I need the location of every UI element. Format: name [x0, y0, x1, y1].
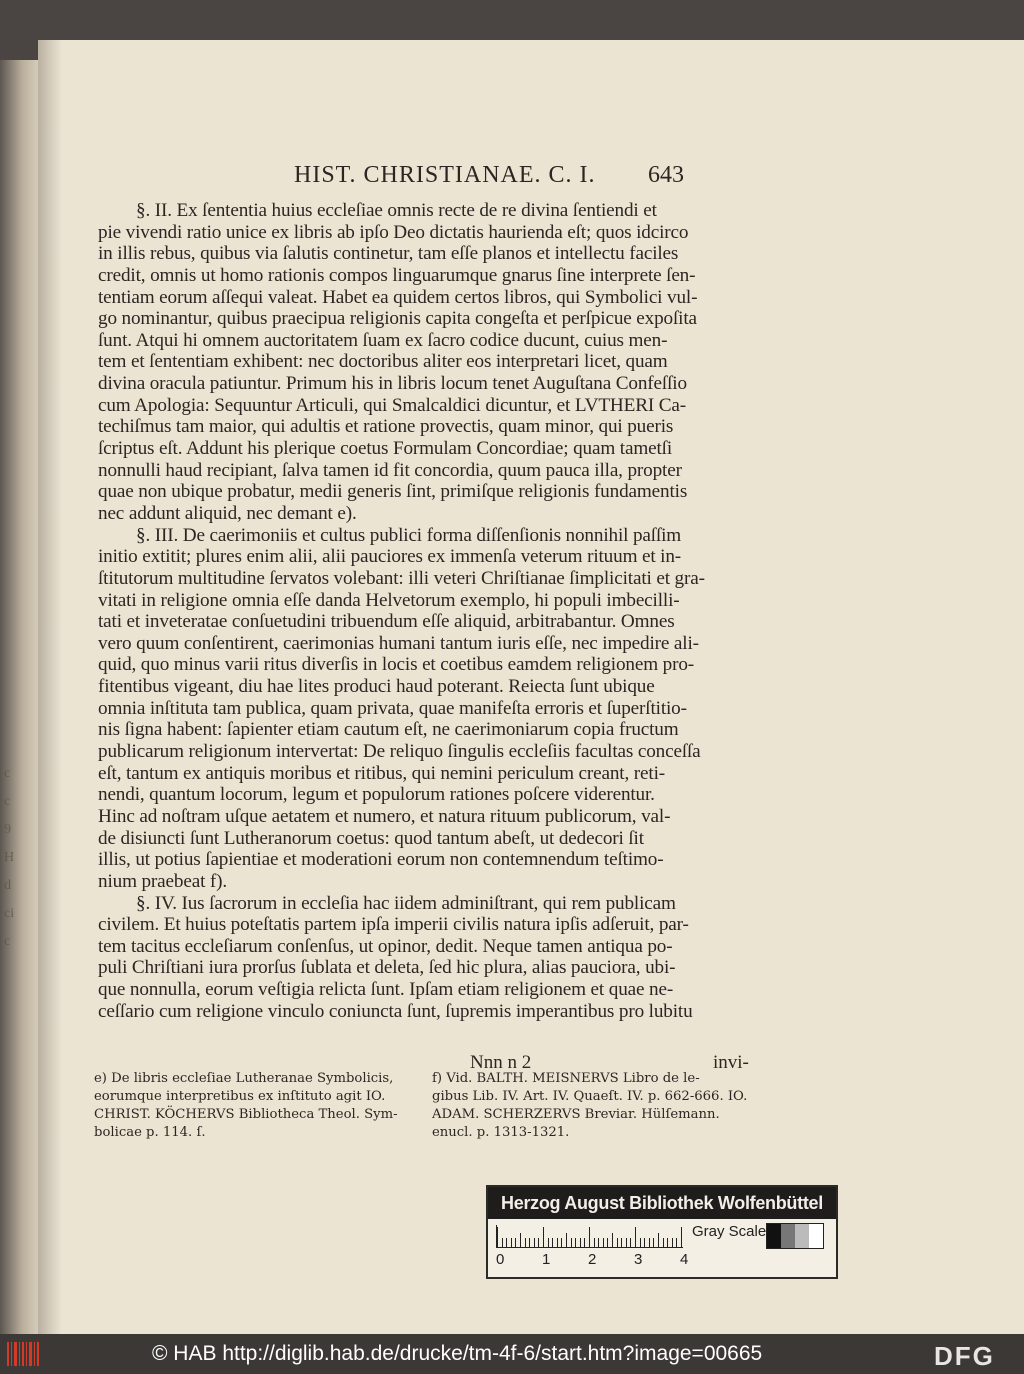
text-line: illis, ut potius ſapientiae et moderationi eorum non contemnendum teſtimo-: [98, 849, 664, 871]
text-line: in illis rebus, quibus via ſalutis continetur, tam eſſe planos et intellectu faciles: [98, 243, 679, 265]
ruler-numbers: [492, 1251, 702, 1271]
gray-scale-swatch: [766, 1223, 824, 1249]
text-line: que nonnulla, eorum veſtigia relicta ſunt. Ipſam etiam religionem et quae ne-: [98, 979, 674, 1001]
ruler-tick: [653, 1238, 654, 1247]
text-line: vitati in religione omnia eſſe danda Helvetorum exemplo, hi populi imbecilli-: [98, 589, 680, 611]
footnote-line: CHRIST. KÖCHERVS Bibliotheca Theol. Sym-: [94, 1107, 398, 1122]
ruler-tick: [603, 1238, 604, 1247]
ruler-tick: [663, 1238, 664, 1247]
left-margin-marks: [4, 760, 36, 1000]
barcode-icon: [6, 1340, 42, 1368]
ruler-number: 2: [588, 1251, 597, 1268]
margin-mark: d: [4, 878, 11, 893]
book-page-edge: [0, 60, 40, 1334]
text-line: tentiam eorum aſſequi valeat. Habet ea quidem certos libros, qui Symbolici vul-: [98, 286, 698, 308]
ruler-tick: [580, 1238, 581, 1247]
page-number: 643: [648, 162, 684, 188]
footnote-line: bolicae p. 114. ſ.: [94, 1125, 206, 1140]
ruler-tick: [529, 1238, 530, 1247]
ruler-tick: [502, 1238, 503, 1247]
margin-mark: c: [4, 766, 11, 781]
ruler-number: 3: [634, 1251, 643, 1268]
ruler-tick: [557, 1238, 558, 1247]
footnote-line: gibus Lib. IV. Art. IV. Quaeſt. IV. p. 662-666. IO.: [432, 1089, 748, 1104]
text-line: omnia inſtituta tam publica, quam privata, quae manifeſta erroris et ſuperſtitio-: [98, 697, 687, 719]
text-line: ſcriptus eſt. Addunt his plerique coetus Formulam Concordiae; quam tametſi: [98, 438, 673, 460]
ruler-tick: [543, 1227, 544, 1247]
ruler-tick: [658, 1233, 659, 1247]
catchword: invi-: [713, 1052, 749, 1073]
ruler-tick: [681, 1227, 682, 1247]
ruler-tick: [630, 1238, 631, 1247]
ruler-tick: [552, 1238, 553, 1247]
ruler-tick: [667, 1238, 668, 1247]
footnote-line: enucl. p. 1313-1321.: [432, 1125, 570, 1140]
gray-scale-label: Gray Scale: [692, 1223, 767, 1240]
text-line: initio extitit; plures enim alii, alii pauciores ex immenſa veterum rituum et in-: [98, 546, 682, 568]
ruler-tick: [534, 1238, 535, 1247]
ruler-tick: [598, 1238, 599, 1247]
footnote-line: f) Vid. BALTH. MEISNERVS Libro de le-: [432, 1071, 700, 1086]
scale-ruler: [496, 1225, 683, 1248]
text-line: de disiuncti ſunt Lutheranorum coetus: quod tantum abeſt, ut dedecori ſit: [98, 827, 644, 849]
running-title: HIST. CHRISTIANAE. C. I.: [294, 162, 596, 188]
text-line: Hinc ad noſtram uſque aetatem et numero, et natura rituum publicorum, val-: [98, 805, 671, 827]
text-line: credit, omnis ut homo rationis compos linguarumque gnarus ſine interprete ſen-: [98, 264, 696, 286]
ruler-tick: [644, 1238, 645, 1247]
text-line: nonnulli haud recipiant, ſalva tamen id fit concordia, quum pauca illa, propter: [98, 459, 682, 481]
text-line: pie vivendi ratio unice ex libris ab ipſo Deo dictatis haurienda eſt; quos idcirco: [98, 221, 689, 243]
text-line: §. IV. Ius ſacrorum in eccleſia hac iidem adminiſtrant, qui rem publicam: [136, 892, 676, 914]
footer-bar: [0, 1334, 1024, 1374]
text-line: go nominantur, quibus praecipua religionis capita congeſta et perſpicue expoſita: [98, 308, 697, 330]
footnote-line: e) De libris eccleſiae Lutheranae Symbolicis,: [94, 1071, 394, 1086]
text-line: techiſmus tam maior, qui adultis et ratione provectis, quam minor, qui pueris: [98, 416, 674, 438]
text-line: vero quum conſentirent, caerimonias humani tantum iuris eſſe, nec impedire ali-: [98, 632, 699, 654]
ruler-tick: [672, 1238, 673, 1247]
ruler-tick: [635, 1227, 636, 1247]
text-line: puli Chriſtiani iura prorſus ſublata et deleta, ſed hic plura, alias pauciora, ubi-: [98, 957, 676, 979]
text-line: §. II. Ex ſententia huius eccleſiae omnis recte de re divina ſentiendi et: [136, 200, 657, 221]
text-line: ſunt. Atqui hi omnem auctoritatem ſuam ex ſacro codice ducunt, cuius men-: [98, 329, 668, 351]
signature-mark: Nnn n 2: [470, 1052, 532, 1073]
ruler-tick: [506, 1238, 507, 1247]
text-line: quae non ubique probatur, medii generis ſint, primiſque religionis fundamentis: [98, 481, 688, 503]
ruler-tick: [584, 1238, 585, 1247]
dfg-logo: DFG: [934, 1341, 995, 1371]
copyright-url[interactable]: © HAB http://diglib.hab.de/drucke/tm-4f-6/start.htm?image=00665: [152, 1342, 763, 1365]
ruler-tick: [621, 1238, 622, 1247]
text-line: §. III. De caerimoniis et cultus publici forma diſſenſionis nonnihil paſſim: [136, 524, 682, 546]
text-line: nendi, quantum locorum, legum et populorum rationes poſcere viderentur.: [98, 784, 655, 806]
margin-mark: c: [4, 934, 11, 949]
ruler-tick: [589, 1227, 590, 1247]
text-line: tem et ſententiam exhibent: nec doctoribus aliter eos interpretari licet, quam: [98, 351, 668, 373]
text-line: nis ſigna habent: ſapienter etiam cautum eſt, ne caerimoniarum copia fructum: [98, 719, 679, 741]
text-line: tem tacitus eccleſiarum conſenſus, ut opinor, dedit. Neque tamen antiqua po-: [98, 935, 673, 957]
ruler-number: 4: [680, 1251, 689, 1268]
text-line: publicarum religionum intervertat: De reliquo ſingulis eccleſiis facultas conceſſa: [98, 741, 701, 763]
text-line: tati et inveteratae conſuetudini tribuendum eſſe aliquid, arbitrabantur. Omnes: [98, 611, 675, 633]
ruler-tick: [566, 1233, 567, 1247]
library-name: Herzog August Bibliothek Wolfenbüttel: [488, 1187, 836, 1219]
text-line: nium praebeat f).: [98, 870, 228, 892]
margin-mark: c: [4, 794, 11, 809]
body-text: [98, 200, 748, 1022]
ruler-number: 0: [496, 1251, 505, 1268]
book-page: [38, 40, 1024, 1334]
ruler-tick: [538, 1238, 539, 1247]
ruler-tick: [575, 1238, 576, 1247]
ruler-tick: [511, 1238, 512, 1247]
ruler-tick: [626, 1238, 627, 1247]
ruler-number: 1: [542, 1251, 551, 1268]
ruler-tick: [640, 1238, 641, 1247]
ruler-tick: [571, 1238, 572, 1247]
text-line: ceſſario cum religione vinculo coniuncta ſunt, ſupremis imperantibus pro lubitu: [98, 1000, 693, 1022]
ruler-tick: [617, 1238, 618, 1247]
text-line: ſtitutorum multitudine ſervatos volebant: illi veteri Chriſtianae ſimplicitati et gra-: [98, 567, 705, 589]
footnote-f: [432, 1070, 752, 1142]
ruler-tick: [607, 1238, 608, 1247]
ruler-tick: [594, 1238, 595, 1247]
text-line: nec addunt aliquid, nec demant e).: [98, 502, 357, 524]
margin-mark: ci: [4, 906, 15, 921]
ruler-tick: [548, 1238, 549, 1247]
text-line: eſt, tantum ex antiquis moribus et ritibus, qui nemini periculum creant, reti-: [98, 762, 665, 784]
text-line: divina oracula patiuntur. Primum his in libris locum tenet Auguſtana Confeſſio: [98, 373, 687, 395]
ruler-tick: [676, 1238, 677, 1247]
text-line: fitentibus vigeant, diu hae lites produci haud poterant. Reiecta ſunt ubique: [98, 676, 655, 698]
footnote-line: eorumque interpretibus ex inſtituto agit IO.: [94, 1089, 386, 1104]
footnote-e: [94, 1070, 402, 1142]
ruler-tick: [497, 1227, 498, 1247]
text-line: civilem. Et huius poteſtatis partem ipſa imperii civilis natura ipſis adſeruit, par-: [98, 914, 689, 936]
ruler-tick: [649, 1238, 650, 1247]
gutter-shadow: [38, 40, 62, 1334]
ruler-tick: [515, 1238, 516, 1247]
library-stamp: [486, 1185, 838, 1279]
running-header: [38, 158, 1024, 194]
ruler-tick: [561, 1238, 562, 1247]
margin-mark: H: [4, 850, 15, 865]
text-line: quid, quo minus varii ritus diverſis in locis et coetibus eamdem religionem pro-: [98, 654, 695, 676]
ruler-tick: [520, 1233, 521, 1247]
margin-mark: 9: [4, 822, 11, 837]
text-line: cum Apologia: Sequuntur Articuli, qui Smalcaldici dicuntur, et LVTHERI Ca-: [98, 394, 687, 416]
ruler-tick: [525, 1238, 526, 1247]
footnote-line: ADAM. SCHERZERVS Breviar. Hülſemann.: [432, 1107, 720, 1122]
ruler-tick: [612, 1233, 613, 1247]
